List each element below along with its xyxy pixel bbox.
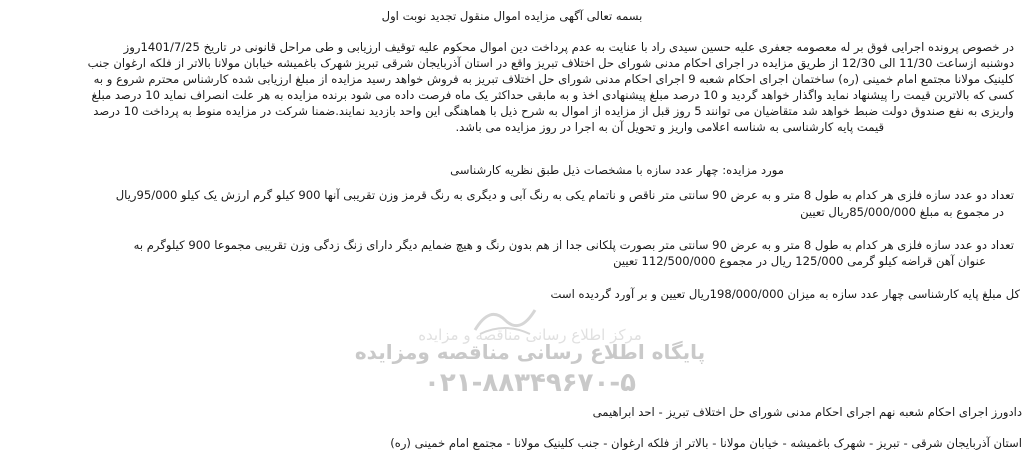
- intro-line-3: کلینیک مولانا مجتمع امام خمینی (ره) ساختمان اجرای احکام شعبه 9 اجرای احکام مدنی شورای حل اختلاف تبریز به فروش خواهد رسید مزایده از مبلغ ارزیابی شده کارشناس محترم شروع و به: [93, 72, 1014, 86]
- address-line: استان آذربایجان شرقی - تبریز - شهرک باغمیشه - خیابان مولانا - بالاتر از فلکه ارغوان - جنب کلینیک مولانا - مجتمع امام خمینی (ره): [390, 436, 1022, 450]
- intro-line-2: دوشنبه ازساعت 11/30 الی 12/30 از طریق مزایده در اجرای احکام مدنی شورای حل اختلاف تبریز واقع در استان آذربایجان شرقی تبریز شهرک باغمیشه خیابان مولانا بالاتر از فلکه ارغوان جنب: [87, 56, 1014, 70]
- intro-line-6: قیمت پایه کارشناسی به شناسه اعلامی واریز و تحویل آن به اجرا در روز مزایده می باشد.: [455, 120, 884, 134]
- item-2-line-1: تعداد دو عدد سازه فلزی هر کدام به طول 8 متر و به عرض 90 سانتی متر بصورت پلکانی جدا از هم بدون رنگ و هیچ ضمایم دیگر دارای زنگ زدگی وزن تقریبی مجموعا 900 کیلوگرم به: [133, 238, 1014, 252]
- watermark-line-1: مرکز اطلاع رسانی مناقصه و مزایده: [418, 326, 642, 344]
- auction-subject: مورد مزایده: چهار عدد سازه با مشخصات ذیل طبق نظریه کارشناسی: [450, 163, 784, 177]
- watermark-line-2: پایگاه اطلاع رسانی مناقصه ومزایده: [354, 340, 706, 364]
- signature-line: دادورز اجرای احکام شعبه نهم اجرای احکام مدنی شورای حل اختلاف تبریز - احد ابراهیمی: [592, 405, 1022, 419]
- intro-line-5: واریزی به نفع صندوق دولت ضبط خواهد شد متقاضیان می توانند 5 روز قبل از مزایده از اموال به شرح ذیل با هماهنگی این واحد بازدید نمایند.ضمنا شرکت در مزایده منوط به پرداخت 10 درصد: [93, 104, 1014, 118]
- item-2-line-2: عنوان آهن قراضه کیلو گرمی 125/000 ریال در مجموع 112/500/000 تعیین: [613, 254, 986, 268]
- item-1-line-2: در مجموع به مبلغ 85/000/000ریال تعیین: [800, 205, 1004, 219]
- total-amount-line: کل مبلغ پایه کارشناسی چهار عدد سازه به میزان 198/000/000ریال تعیین و بر آورد گردیده است: [550, 287, 1020, 301]
- intro-line-1: در خصوص پرونده اجرایی فوق بر له معصومه جعفری علیه حسین سیدی راد با عنایت به عدم پرداخت دین اموال محکوم علیه توقیف ارزیابی و طی مراحل قانونی در تاریخ 1401/7/25روز: [123, 40, 1014, 54]
- document-title: بسمه تعالی آگهی مزایده اموال منقول تجدید نوبت اول: [381, 9, 643, 23]
- intro-line-4: کسی که بالاترین قیمت را پیشنهاد نماید واگذار خواهد گردید و 10 درصد مبلغ پیشنهادی اخذ و به مابقی حداکثر یک ماه فرصت داده می شود برنده مزایده به هر علت انصراف نماید 10 درصد مبلغ: [91, 88, 1014, 102]
- watermark-phone: ۰۲۱-۸۸۳۴۹۶۷۰-۵: [423, 368, 636, 398]
- watermark-logo-icon: [470, 300, 540, 340]
- item-1-line-1: تعداد دو عدد سازه فلزی هر کدام به طول 8 متر و به عرض 90 سانتی متر ناقص و ناتمام یکی به رنگ آبی و دیگری به رنگ قرمز وزن تقریبی آنها 900 کیلو گرم ارزش یک کیلو 95/000ریال: [115, 188, 1014, 202]
